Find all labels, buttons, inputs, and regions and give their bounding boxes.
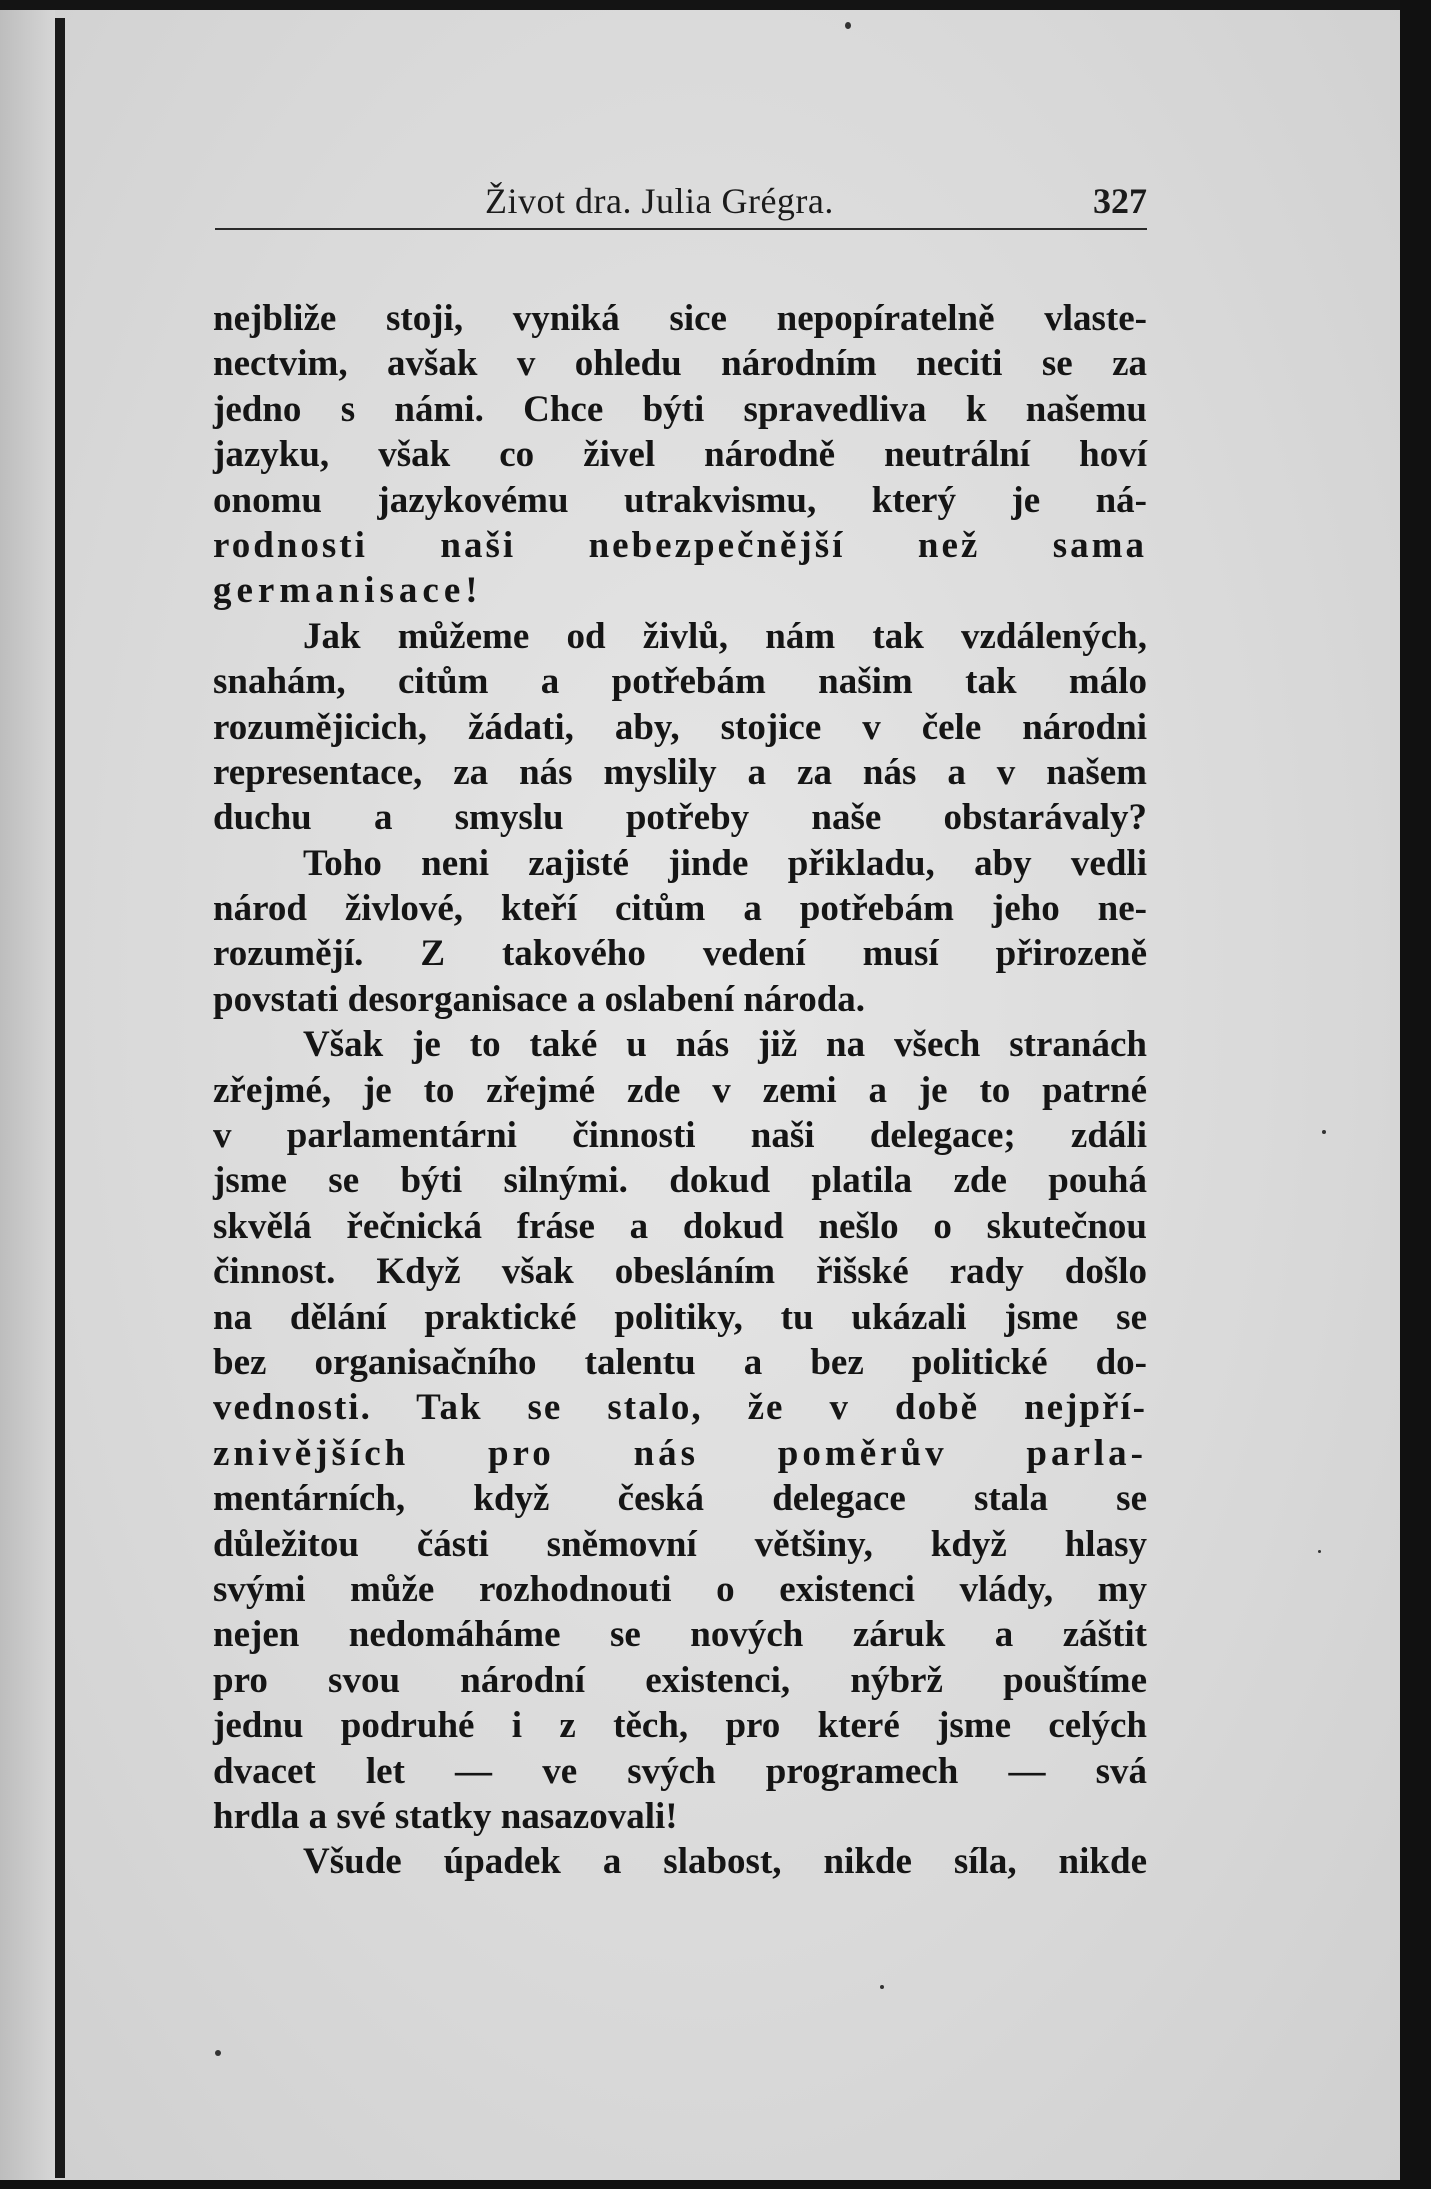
- gutter-shadow: [0, 0, 55, 2180]
- text-line: jazyku, však co živel národně neutrální hoví: [213, 434, 1147, 476]
- text-line: nejen nedomáháme se nových záruk a záštit: [213, 1614, 1147, 1656]
- text-line: germanisace!: [213, 570, 483, 612]
- text-line: dvacet let — ve svých programech — svá: [213, 1750, 1147, 1792]
- page-number: 327: [1093, 181, 1147, 221]
- text-line: Všude úpadek a slabost, nikde síla, nikde: [303, 1841, 1147, 1883]
- text-line: Toho neni zajisté jinde přikladu, aby vedli: [303, 842, 1147, 884]
- scan-edge-top: [0, 0, 1431, 10]
- text-line: jedno s námi. Chce býti spravedliva k našemu: [213, 388, 1147, 430]
- text-line: v parlamentárni činnosti naši delegace; zdáli: [213, 1115, 1147, 1157]
- text-line: Jak můžeme od živlů, nám tak vzdálených,: [303, 615, 1147, 657]
- running-title: Život dra. Julia Grégra.: [485, 181, 834, 221]
- text-line: nejbliže stoji, vyniká sice nepopíratelně vlaste-: [213, 298, 1147, 339]
- text-line: rodnosti naši nebezpečnější než sama: [213, 524, 1147, 566]
- scan-edge-right: [1400, 0, 1431, 2189]
- page-header: [215, 180, 1147, 226]
- text-line: svými může rozhodnouti o existenci vlády, my: [213, 1568, 1147, 1610]
- text-line: skvělá řečnická fráse a dokud nešlo o skutečnou: [213, 1205, 1147, 1247]
- text-line: národ živlové, kteří citům a potřebám jeho ne-: [213, 888, 1147, 930]
- scan-edge-bottom: [0, 2180, 1431, 2189]
- text-line: onomu jazykovému utrakvismu, který je ná-: [213, 479, 1147, 521]
- text-line: rozumějí. Z takového vedení musí přirozeně: [213, 933, 1147, 975]
- text-line: duchu a smyslu potřeby naše obstarávaly?: [213, 797, 1147, 839]
- text-line: důležitou části sněmovní většiny, když hlasy: [213, 1523, 1147, 1565]
- text-line: rozumějicich, žádati, aby, stojice v čele národni: [213, 706, 1147, 748]
- text-line: vednosti. Tak se stalo, že v době nejpří-: [213, 1387, 1147, 1429]
- text-line: činnost. Když však obesláním řišské rady došlo: [213, 1251, 1147, 1293]
- text-line: nectvim, avšak v ohledu národním neciti se za: [213, 343, 1147, 385]
- text-line: pro svou národní existenci, nýbrž pouštíme: [213, 1659, 1147, 1701]
- text-line: bez organisačního talentu a bez politické do-: [213, 1341, 1147, 1383]
- binding-edge: [55, 18, 65, 2178]
- paper-speck: [880, 1985, 884, 1989]
- text-line: snahám, citům a potřebám našim tak málo: [213, 661, 1147, 703]
- text-line: representace, za nás myslily a za nás a v našem: [213, 751, 1147, 793]
- body-text: [213, 296, 1147, 1885]
- text-line: povstati desorganisace a oslabení národa.: [213, 978, 866, 1020]
- text-line: znivějších pro nás poměrův parla-: [213, 1432, 1147, 1474]
- text-line: zřejmé, je to zřejmé zde v zemi a je to patrné: [213, 1069, 1147, 1111]
- header-rule: [215, 228, 1147, 230]
- paper-speck: [1318, 1550, 1321, 1553]
- text-line: mentárních, když česká delegace stala se: [213, 1478, 1147, 1520]
- paper-speck: [215, 2050, 221, 2056]
- paper-speck: [1322, 1130, 1326, 1134]
- paper-speck: [845, 22, 851, 29]
- text-line: jednu podruhé i z těch, pro které jsme celých: [213, 1705, 1147, 1747]
- text-line: jsme se býti silnými. dokud platila zde pouhá: [213, 1160, 1147, 1202]
- text-line: na dělání praktické politiky, tu ukázali jsme se: [213, 1296, 1147, 1338]
- text-line: hrdla a své statky nasazovali!: [213, 1795, 678, 1837]
- text-line: Však je to také u nás již na všech stranách: [303, 1024, 1147, 1066]
